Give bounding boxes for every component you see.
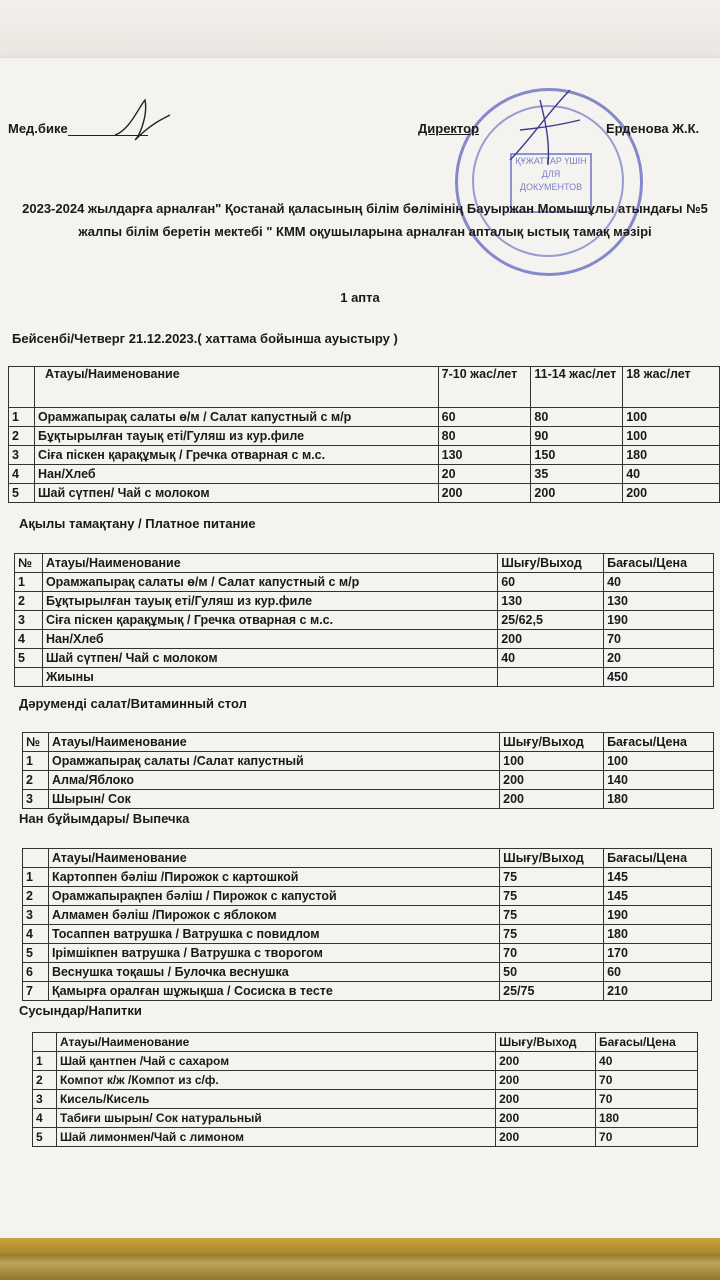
cell: Орамжапырақ салаты /Салат капустный (48, 752, 499, 771)
cell: 210 (604, 982, 712, 1001)
header-cell: Шығу/Выход (496, 1033, 596, 1052)
table-row (9, 446, 720, 465)
table-row (9, 465, 720, 484)
cell: 200 (498, 630, 604, 649)
cell: 5 (9, 484, 35, 503)
cell: 3 (23, 790, 49, 809)
cell: 25/75 (500, 982, 604, 1001)
section-vitamin-table: Дәрумендi салат/Витаминный стол (19, 696, 247, 711)
cell: 70 (500, 944, 604, 963)
cell: 60 (604, 963, 712, 982)
cell: 70 (596, 1090, 698, 1109)
table-header-row (23, 733, 714, 752)
cell: 5 (33, 1128, 57, 1147)
header-cell: Атауы/Наименование (42, 554, 497, 573)
table-row (23, 906, 712, 925)
table-row (15, 649, 714, 668)
section-paid-meals: Ақылы тамақтану / Платное питание (19, 516, 256, 531)
cell: Сіға піскен қарақұмық / Гречка отварная с м.с. (42, 611, 497, 630)
cell: Компот к/ж /Компот из с/ф. (56, 1071, 495, 1090)
cell: 35 (531, 465, 623, 484)
cell: 140 (604, 771, 714, 790)
cell: 75 (500, 925, 604, 944)
cell: Шай лимонмен/Чай с лимоном (56, 1128, 495, 1147)
header-cell: Бағасы/Цена (596, 1033, 698, 1052)
cell: 145 (604, 868, 712, 887)
cell: 450 (604, 668, 714, 687)
cell: 200 (496, 1071, 596, 1090)
cell: 40 (604, 573, 714, 592)
signature-med (110, 95, 180, 145)
cell: 2 (33, 1071, 57, 1090)
age-portion-table (8, 366, 720, 503)
table-row (9, 484, 720, 503)
cell: 130 (438, 446, 531, 465)
cell: Шырын/ Сок (48, 790, 499, 809)
table-row (15, 611, 714, 630)
cell: Табиғи шырын/ Сок натуральный (56, 1109, 495, 1128)
header-cell: Атауы/Наименование (34, 367, 438, 408)
med-nurse-label: Мед.бике (8, 121, 148, 136)
header-cell: 11-14 жас/лет (531, 367, 623, 408)
cell: 130 (498, 592, 604, 611)
cell: 200 (496, 1052, 596, 1071)
table-row (23, 982, 712, 1001)
day-date-line: Бейсенбі/Четверг 21.12.2023.( хаттама бойынша ауыстыру ) (12, 331, 398, 346)
header-cell: Бағасы/Цена (604, 849, 712, 868)
cell: 200 (623, 484, 720, 503)
table-row (33, 1109, 698, 1128)
cell: 5 (23, 944, 49, 963)
cell: 180 (623, 446, 720, 465)
cell: Картоппен бәліш /Пирожок с картошкой (48, 868, 499, 887)
header-cell: Бағасы/Цена (604, 733, 714, 752)
cell: 75 (500, 868, 604, 887)
signature-line (68, 135, 148, 136)
cell: 190 (604, 906, 712, 925)
table-header-row (9, 367, 720, 408)
cell: 80 (438, 427, 531, 446)
cell: 4 (9, 465, 35, 484)
header-cell: Бағасы/Цена (604, 554, 714, 573)
signature-director (500, 80, 590, 170)
cell: 200 (438, 484, 531, 503)
cell: Шай сүтпен/ Чай с молоком (34, 484, 438, 503)
cell: Қамырға оралған шұжықша / Сосиска в тесте (48, 982, 499, 1001)
cell: 200 (496, 1109, 596, 1128)
section-drinks: Сусындар/Напитки (19, 1003, 142, 1018)
cell: 145 (604, 887, 712, 906)
cell: 180 (604, 925, 712, 944)
cell: 150 (531, 446, 623, 465)
cell: Орамжапырақпен бәліш / Пирожок с капустой (48, 887, 499, 906)
header-cell: 18 жас/лет (623, 367, 720, 408)
cell: 1 (15, 573, 43, 592)
cell: Кисель/Кисель (56, 1090, 495, 1109)
table-row (23, 790, 714, 809)
cell: 2 (23, 771, 49, 790)
frame-bottom (0, 1238, 720, 1280)
cell: 1 (23, 752, 49, 771)
cell: Бұқтырылған тауық еті/Гуляш из кур.филе (42, 592, 497, 611)
cell: 2 (23, 887, 49, 906)
cell: 40 (498, 649, 604, 668)
cell: 180 (604, 790, 714, 809)
cell: Нан/Хлеб (34, 465, 438, 484)
total-row (15, 668, 714, 687)
table-header-row (33, 1033, 698, 1052)
director-label: Директор (418, 121, 480, 136)
cell: 100 (500, 752, 604, 771)
cell: 170 (604, 944, 712, 963)
cell: 20 (438, 465, 531, 484)
table-row (15, 573, 714, 592)
paid-meals-table (14, 553, 714, 687)
header-cell: № (15, 554, 43, 573)
cell: 100 (623, 427, 720, 446)
table-row (23, 944, 712, 963)
cell: Бұқтырылған тауық еті/Гуляш из кур.филе (34, 427, 438, 446)
table-row (33, 1090, 698, 1109)
cell: 6 (23, 963, 49, 982)
cell: 70 (596, 1128, 698, 1147)
table-row (33, 1052, 698, 1071)
cell: 50 (500, 963, 604, 982)
header-cell: Шығу/Выход (500, 733, 604, 752)
table-row (23, 868, 712, 887)
cell: 200 (531, 484, 623, 503)
header-cell (9, 367, 35, 408)
cell (498, 668, 604, 687)
cell (15, 668, 43, 687)
cell: 1 (9, 408, 35, 427)
stamp-text: ҚҰЖАТТАР ҮШІН ДЛЯ ДОКУМЕНТОВ (515, 156, 587, 192)
cell: 3 (15, 611, 43, 630)
week-label: 1 апта (340, 290, 380, 305)
cell: 2 (15, 592, 43, 611)
cell: 100 (623, 408, 720, 427)
cell: 75 (500, 887, 604, 906)
cell: Нан/Хлеб (42, 630, 497, 649)
cell: Ірімшікпен ватрушка / Ватрушка с творогом (48, 944, 499, 963)
cell: 3 (33, 1090, 57, 1109)
header-cell: Атауы/Наименование (48, 733, 499, 752)
cell: 2 (9, 427, 35, 446)
table-row (23, 752, 714, 771)
table-row (15, 630, 714, 649)
table-header-row (23, 849, 712, 868)
cell: 1 (33, 1052, 57, 1071)
header-cell (33, 1033, 57, 1052)
cell: 80 (531, 408, 623, 427)
table-row (15, 592, 714, 611)
cell: 4 (15, 630, 43, 649)
table-row (23, 925, 712, 944)
cell: 5 (15, 649, 43, 668)
cell: 1 (23, 868, 49, 887)
cell: 60 (498, 573, 604, 592)
header-cell: Шығу/Выход (500, 849, 604, 868)
cell: Алмамен бәліш /Пирожок с яблоком (48, 906, 499, 925)
cell: Шай сүтпен/ Чай с молоком (42, 649, 497, 668)
cell: 100 (604, 752, 714, 771)
table-row (23, 887, 712, 906)
document-title: 2023-2024 жылдарға арналған" Қостанай қаласының білім бөлімінің Бауыржан Момышұлы атындағы №5 жалпы білім беретін мектебі " КММ оқушыларына арналған апталық ыстық тамақ мәзірі (22, 201, 708, 239)
cell: Орамжапырақ салаты ө/м / Салат капустный с м/р (42, 573, 497, 592)
table-row (23, 963, 712, 982)
cell: 70 (596, 1071, 698, 1090)
table-row (9, 427, 720, 446)
cell: 3 (23, 906, 49, 925)
cell: 7 (23, 982, 49, 1001)
drinks-table (32, 1032, 698, 1147)
cell: 25/62,5 (498, 611, 604, 630)
cell: Тосаппен ватрушка / Ватрушка с повидлом (48, 925, 499, 944)
cell: 4 (33, 1109, 57, 1128)
cell: 90 (531, 427, 623, 446)
table-row (33, 1071, 698, 1090)
section-bakery: Нан бұйымдары/ Выпечка (19, 811, 190, 826)
cell: 40 (623, 465, 720, 484)
header-cell: № (23, 733, 49, 752)
cell: 4 (23, 925, 49, 944)
cell: 3 (9, 446, 35, 465)
cell: 40 (596, 1052, 698, 1071)
cell: 200 (500, 771, 604, 790)
director-name: Ерденова Ж.К. (606, 121, 700, 136)
cell: 20 (604, 649, 714, 668)
cell: 180 (596, 1109, 698, 1128)
header-cell: Атауы/Наименование (56, 1033, 495, 1052)
header-cell: 7-10 жас/лет (438, 367, 531, 408)
cell: Жиыны (42, 668, 497, 687)
cell: 200 (500, 790, 604, 809)
header-cell: Шығу/Выход (498, 554, 604, 573)
cell: 200 (496, 1090, 596, 1109)
header-cell: Атауы/Наименование (48, 849, 499, 868)
cell: Сіға піскен қарақұмық / Гречка отварная с м.с. (34, 446, 438, 465)
header-cell (23, 849, 49, 868)
table-header-row (15, 554, 714, 573)
table-row (23, 771, 714, 790)
vitamin-table (22, 732, 714, 809)
table-row (9, 408, 720, 427)
cell: 200 (496, 1128, 596, 1147)
cell: 75 (500, 906, 604, 925)
cell: Орамжапырақ салаты ө/м / Салат капустный с м/р (34, 408, 438, 427)
cell: 130 (604, 592, 714, 611)
cell: Веснушка тоқашы / Булочка веснушка (48, 963, 499, 982)
cell: 190 (604, 611, 714, 630)
table-row (33, 1128, 698, 1147)
cell: Шай қантпен /Чай с сахаром (56, 1052, 495, 1071)
cell: Алма/Яблоко (48, 771, 499, 790)
cell: 70 (604, 630, 714, 649)
bakery-table (22, 848, 712, 1001)
cell: 60 (438, 408, 531, 427)
